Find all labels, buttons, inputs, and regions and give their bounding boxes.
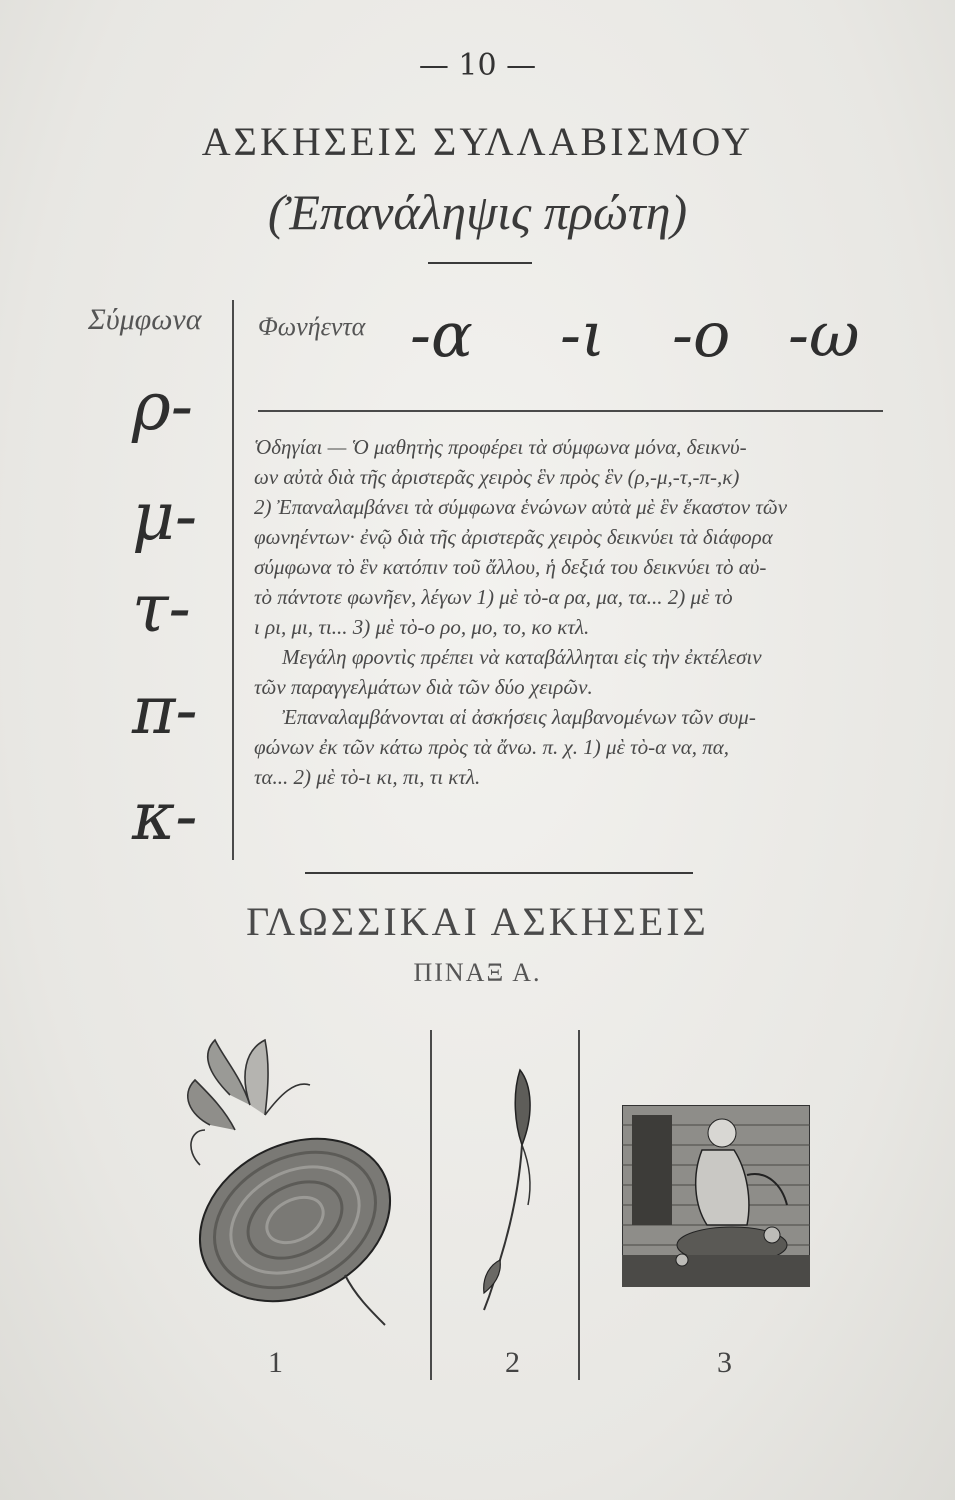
instructions-text [254,432,894,792]
figure-number: 3 [717,1346,732,1379]
figure-column-divider [430,1030,432,1380]
instructions-line: τὸ πάντοτε φωνῆεν, λέγων 1) μὲ τὸ-α ρα, μα, τα... 2) μὲ τὸ [254,585,733,609]
instructions-line: τῶν παραγγελμάτων διὰ τῶν δύο χειρῶν. [254,675,593,699]
page-title: ΑΣΚΗΣΕΙΣ ΣΥΛΛΑΒΙΣΜΟΥ [201,119,754,164]
page-subtitle: (Ἐπανάληψις πρώτη) [267,184,688,240]
section-title: ΓΛΩΣΣΙΚΑΙ ΑΣΚΗΣΕΙΣ [246,899,709,944]
title-divider [428,262,532,264]
figure-number: 1 [268,1346,283,1379]
instructions-line: 2) Ἐπαναλαμβάνει τὰ σύμφωνα ἑνώνων αὐτὰ μὲ ἓν ἕκαστον τῶν [254,495,788,519]
table-vertical-divider [232,300,234,860]
spindle-illustration [470,1065,550,1315]
vowel-iota: -ι [560,298,606,371]
consonants-header: Σύμφωνα [88,303,202,336]
consonant-rho: ρ- [132,368,194,445]
instructions-line: Μεγάλη φροντὶς πρέπει νὰ καταβάλληται εἰς τὴν ἐκτέλεσιν [282,645,762,669]
turnip-illustration [170,1035,410,1335]
instructions-line: φώνων ἐκ τῶν κάτω πρὸς τὰ ἄνω. π. χ. 1) μὲ τὸ-α να, πα, [254,735,730,759]
consonant-pi: π- [132,672,198,749]
figure-column-divider [578,1030,580,1380]
instructions-line: τα... 2) μὲ τὸ-ι κι, πι, τι κτλ. [254,765,481,789]
vowel-omega: -ω [788,298,860,371]
vowel-omicron: -ο [672,298,731,371]
instructions-line: Ὁδηγίαι — Ὁ μαθητὴς προφέρει τὰ σύμφωνα μόνα, δεικνύ- [254,435,747,459]
instructions-line: φωνηέντων· ἐνῷ διὰ τῆς ἀριστερᾶς χειρὸς δεικνύει τὰ διάφορα [254,525,773,549]
vowels-header: Φωνήεντα [258,312,366,341]
figure-number: 2 [505,1346,520,1379]
page-number: — 10 — [418,48,537,83]
vowel-alpha: -α [410,298,473,371]
consonant-mu: μ- [132,478,198,555]
consonant-kappa: κ- [132,778,198,855]
scene-illustration [622,1105,810,1287]
table-title: ΠΙΝΑΞ Α. [413,958,542,987]
instructions-line: ι ρι, μι, τι... 3) μὲ τὸ-ο ρο, μο, το, κο κτλ. [254,615,590,639]
instructions-line: Ἐπαναλαμβάνονται αἱ ἀσκήσεις λαμβανομένων τῶν συμ- [282,705,756,729]
instructions-divider [258,410,883,412]
consonant-tau: τ- [132,570,191,647]
instructions-line: ων αὐτὰ διὰ τῆς ἀριστερᾶς χειρὸς ἓν πρὸς ἓν (ρ,-μ,-τ,-π-,κ) [254,465,740,489]
instructions-line: σύμφωνα τὸ ἓν κατόπιν τοῦ ἄλλου, ἡ δεξιά του δεικνύει τὸ αὐ- [254,555,767,579]
section-divider [305,872,693,874]
